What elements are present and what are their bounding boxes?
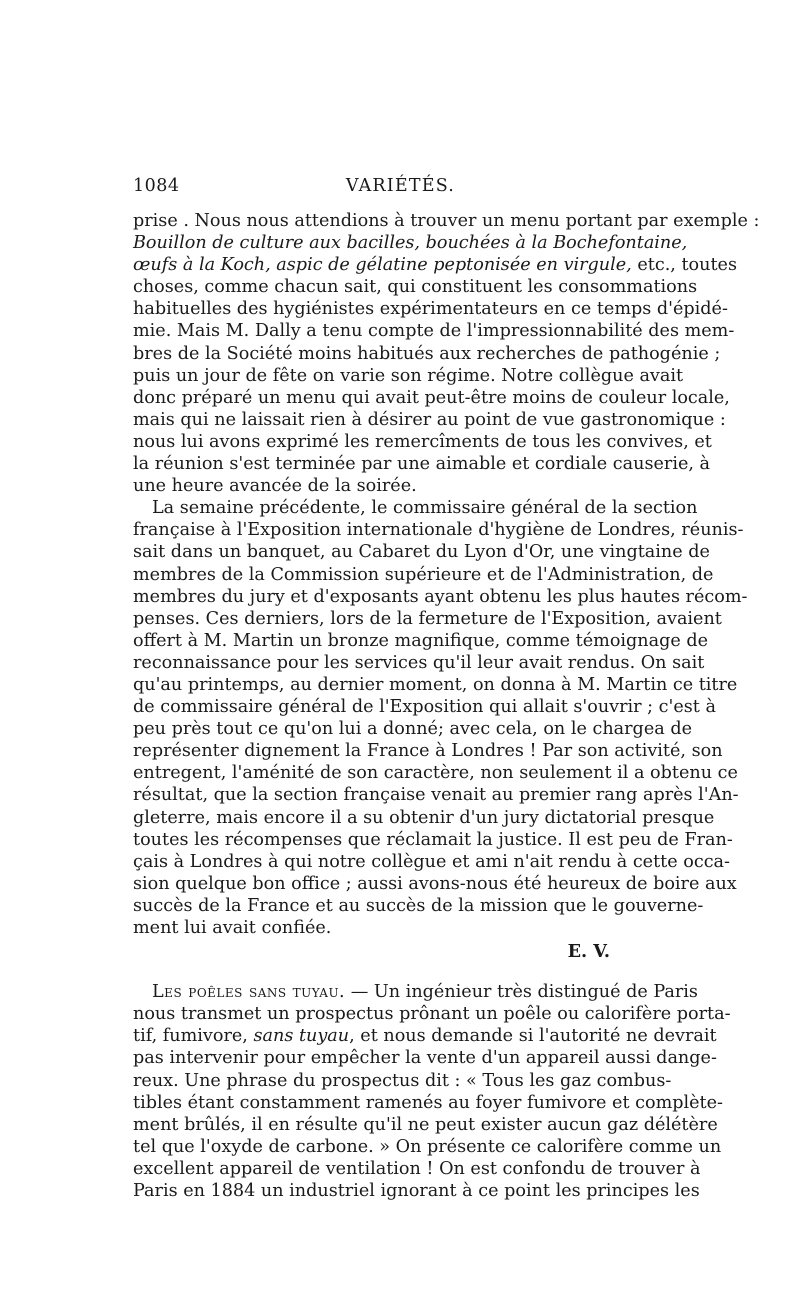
running-header <box>133 176 668 202</box>
text-line: nous transmet un prospectus prônant un poêle ou calorifère porta- <box>133 1004 731 1025</box>
text-line: tibles étant constamment ramenés au foyer fumivore et complète- <box>133 1092 723 1113</box>
text-line: ment brûlés, il en résulte qu'il ne peut exister aucun gaz délétère <box>133 1114 718 1135</box>
text-line: donc préparé un menu qui avait peut-être moins de couleur locale, <box>133 387 730 408</box>
text-line: la réunion s'est terminée par une aimable et cordiale causerie, à <box>133 454 711 475</box>
italic-text: sans tuyau <box>253 1026 350 1047</box>
text-line: reux. Une phrase du prospectus dit : « Tous les gaz combus- <box>133 1070 672 1091</box>
text-line: succès de la France et au succès de la mission que le gouverne- <box>133 895 704 916</box>
text-line <box>133 254 737 276</box>
page-number: 1084 <box>133 176 180 196</box>
text-line: offert à M. Martin un bronze magnifique, comme témoignage de <box>133 630 709 651</box>
text-line: prise . Nous nous attendions à trouver un menu portant par exemple : <box>133 211 760 231</box>
text-line: gleterre, mais encore il a su obtenir d'un jury dictatorial presque <box>133 807 715 828</box>
text-line: sion quelque bon office ; aussi avons-nous été heureux de boire aux <box>133 873 737 894</box>
text-fragment: etc., toutes <box>631 255 737 276</box>
menu-italic-text: Bouillon de culture aux bacilles, bouchées à la Bochefontaine, <box>133 233 688 254</box>
text-line: française à l'Exposition internationale d'hygiène de Londres, réunis- <box>133 520 744 541</box>
text-line: excellent appareil de ventilation ! On est confondu de trouver à <box>133 1158 701 1179</box>
author-signature: E. V. <box>567 941 610 963</box>
text-line <box>133 1025 717 1047</box>
text-line: pas intervenir pour empêcher la vente d'un appareil aussi dange- <box>133 1048 717 1069</box>
text-line: ment lui avait confiée. <box>133 918 332 938</box>
text-line: reconnaissance pour les services qu'il leur avait rendus. On sait <box>133 652 705 673</box>
text-line: membres du jury et d'exposants ayant obtenu les plus hautes récom- <box>133 586 748 607</box>
text-line: entregent, l'aménité de son caractère, non seulement il a obtenu ce <box>133 763 738 784</box>
text-line <box>133 981 698 1003</box>
text-fragment: , et nous demande si l'autorité ne devrait <box>349 1026 717 1047</box>
text-line <box>133 232 688 254</box>
text-line: Paris en 1884 un industriel ignorant à ce point les principes les <box>133 1181 700 1202</box>
text-line: nous lui avons exprimé les remercîments de tous les convives, et <box>133 431 712 452</box>
text-line: mais qui ne laissait rien à désirer au point de vue gastronomique : <box>133 409 726 430</box>
text-line: çais à Londres à qui notre collègue et ami n'ait rendu à cette occa- <box>133 851 730 872</box>
running-title: VARIÉTÉS. <box>345 176 456 196</box>
text-line: toutes les récompenses que réclamait la justice. Il est peu de Fran- <box>133 829 733 850</box>
text-line: bres de la Société moins habitués aux recherches de pathogénie ; <box>133 343 721 364</box>
text-line: représenter dignement la France à Londres ! Par son activité, son <box>133 741 723 762</box>
text-line: qu'au printemps, au dernier moment, on donna à M. Martin ce titre <box>133 674 738 695</box>
text-line: sait dans un banquet, au Cabaret du Lyon d'Or, une vingtaine de <box>133 542 710 563</box>
text-line: membres de la Commission supérieure et de l'Administration, de <box>133 564 714 585</box>
text-line: La semaine précédente, le commissaire général de la section <box>152 498 698 519</box>
text-fragment: — Un ingénieur très distingué de Paris <box>345 982 698 1003</box>
text-fragment: tif, fumivore, <box>133 1026 254 1047</box>
text-line: choses, comme chacun sait, qui constituent les consommations <box>133 277 698 298</box>
section-heading: Les poêles sans tuyau. <box>152 982 346 1003</box>
page-body <box>133 210 760 1202</box>
text-line: penses. Ces derniers, lors de la fermeture de l'Exposition, avaient <box>133 608 722 629</box>
text-line: de commissaire général de l'Exposition qui allait s'ouvrir ; c'est à <box>133 697 716 718</box>
section-gap <box>133 963 668 981</box>
text-line: résultat, que la section française venait au premier rang après l'An- <box>133 785 739 806</box>
text-line: une heure avancée de la soirée. <box>133 476 417 497</box>
menu-italic-text: œufs à la Koch, aspic de gélatine peptonisée en virgule, <box>133 255 632 276</box>
text-line: habituelles des hygiénistes expérimentateurs en ce temps d'épidé- <box>133 299 728 320</box>
text-line: peu près tout ce qu'on lui a donné; avec cela, on le chargea de <box>133 719 692 740</box>
text-line: tel que l'oxyde de carbone. » On présente ce calorifère comme un <box>133 1136 722 1157</box>
text-line: mie. Mais M. Dally a tenu compte de l'impressionnabilité des mem- <box>133 321 735 342</box>
text-line: puis un jour de fête on varie son régime. Notre collègue avait <box>133 365 684 386</box>
